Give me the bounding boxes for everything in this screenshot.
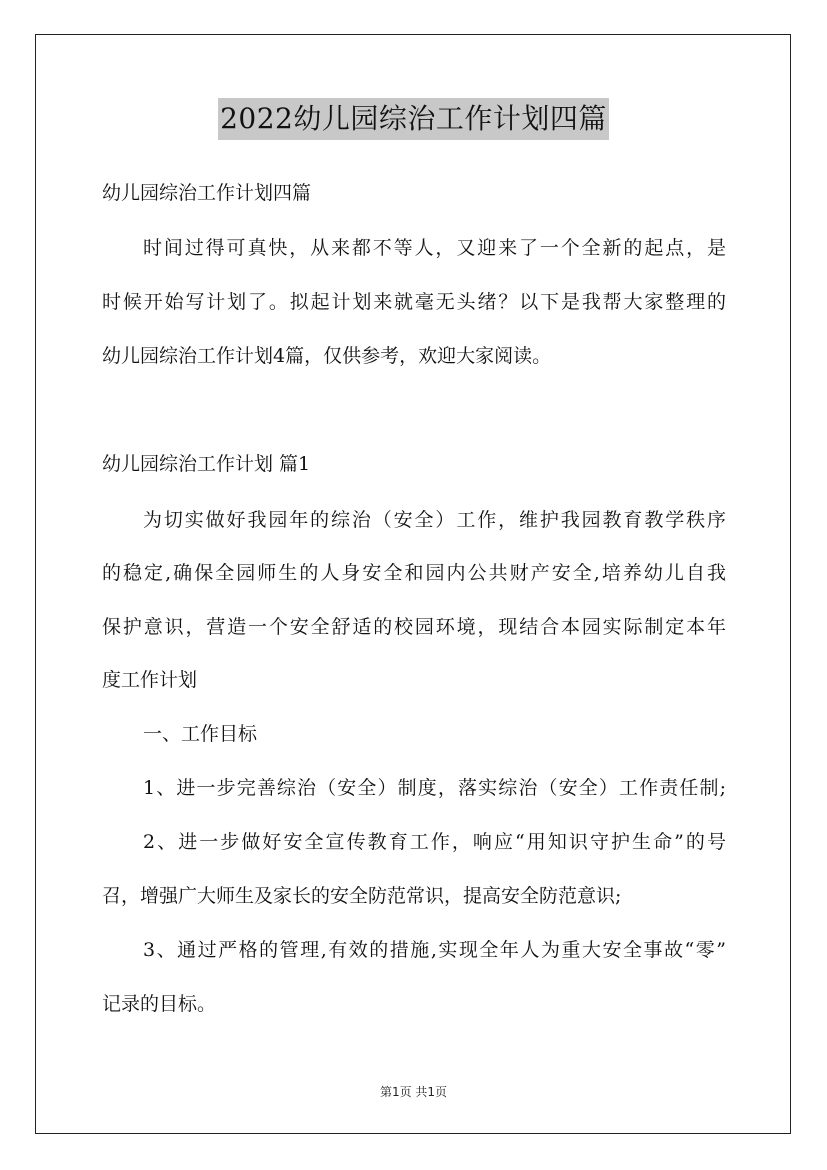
section-heading: 幼儿园综治工作计划 篇1 (102, 453, 311, 475)
intro-line-1: 时间过得可真快，从来都不等人，又迎来了一个全新的起点，是 (143, 237, 726, 259)
goal-1: 1、进一步完善综治（安全）制度，落实综治（安全）工作责任制; (143, 777, 726, 799)
goals-heading: 一、工作目标 (143, 723, 258, 745)
paragraph-line-2: 的稳定,确保全园师生的人身安全和园内公共财产安全,培养幼儿自我 (102, 562, 726, 584)
paragraph-line-1: 为切实做好我园年的综治（安全）工作，维护我园教育教学秩序 (143, 509, 726, 531)
goal-2-line-2: 召，增强广大师生及家长的安全防范常识，提高安全防范意识; (102, 885, 622, 907)
intro-line-2: 时候开始写计划了。拟起计划来就毫无头绪？以下是我帮大家整理的 (102, 291, 726, 313)
paragraph-line-4: 度工作计划 (102, 669, 198, 691)
title-container (0, 98, 827, 140)
goal-3-line-1: 3、通过严格的管理,有效的措施,实现全年人为重大安全事故“零” (143, 939, 726, 961)
paragraph-line-3: 保护意识，营造一个安全舒适的校园环境，现结合本园实际制定本年 (102, 616, 726, 638)
intro-line-3: 幼儿园综治工作计划4篇，仅供参考，欢迎大家阅读。 (102, 345, 552, 367)
document-subtitle: 幼儿园综治工作计划四篇 (102, 182, 312, 204)
document-title: 2022幼儿园综治工作计划四篇 (218, 98, 609, 140)
goal-3-line-2: 记录的目标。 (102, 993, 217, 1015)
page-footer: 第1页 共1页 (379, 1085, 448, 1099)
goal-2-line-1: 2、进一步做好安全宣传教育工作，响应“用知识守护生命”的号 (143, 831, 726, 853)
